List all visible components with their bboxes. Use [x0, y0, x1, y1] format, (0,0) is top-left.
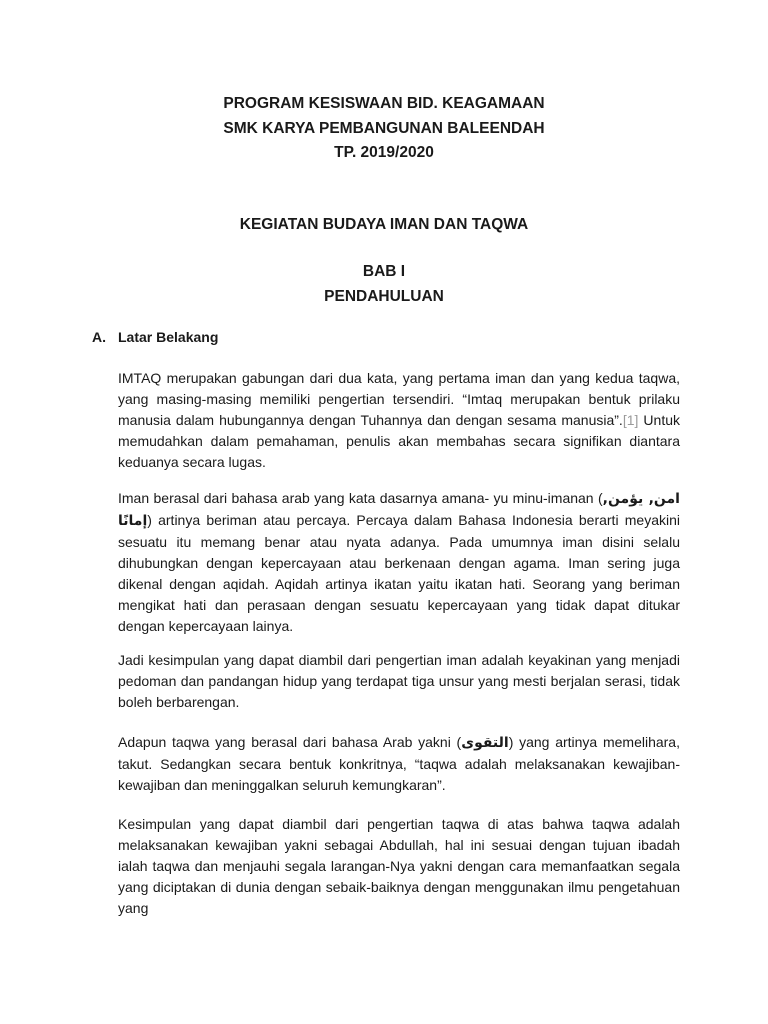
section-title: Latar Belakang [118, 329, 219, 345]
paragraph-imtaq-tail: Untuk memudahkan dalam pemahaman, penulis akan membahas secara signifikan diantara keduanya secara lugas. [118, 412, 680, 470]
paragraph-imtaq-text: IMTAQ merupakan gabungan dari dua kata, yang pertama iman dan yang kedua taqwa, yang masing-masing memiliki pengertian tersendiri. “Imtaq merupakan bentuk prilaku manusia dalam hubungannya dengan Tuhannya dan dengan sesama manusia”. [118, 370, 680, 428]
section-letter: A. [92, 329, 106, 345]
header-line-2: SMK KARYA PEMBANGUNAN BALEENDAH [223, 120, 545, 137]
footnote-link[interactable]: [1] [622, 412, 639, 428]
paragraph-taqwa [118, 732, 680, 796]
chapter-number: BAB I [362, 263, 406, 280]
paragraph-taqwa-rest: ) yang artinya memelihara, takut. Sedangkan secara bentuk konkritnya, “taqwa adalah melaksanakan kewajiban-kewajiban dan meninggalkan seluruh kemungkaran”. [118, 734, 680, 793]
paragraph-iman [118, 488, 680, 637]
paragraph-taqwa-start: Adapun taqwa yang berasal dari bahasa Arab yakni ( [118, 734, 462, 750]
header-line-1: PROGRAM KESISWAAN BID. KEAGAMAAN [223, 95, 545, 112]
chapter-title: PENDAHULUAN [324, 288, 444, 305]
paragraph-kesimpulan-iman: Jadi kesimpulan yang dapat diambil dari pengertian iman adalah keyakinan yang menjadi pedoman dan pandangan hidup yang terdapat tiga unsur yang mesti berjalan serasi, tidak boleh berbarengan. [118, 652, 680, 710]
header-line-3: TP. 2019/2020 [334, 144, 434, 161]
arabic-iman: امن, يؤمن, إمانًا [118, 491, 680, 529]
paragraph-iman-rest: ) artinya beriman atau percaya. Percaya dalam Bahasa Indonesia berarti meyakini sesuatu itu memang benar atau nyata adanya. Pada umumnya iman disini selalu dihubungkan dengan kepercayaan atau berkenaan dengan agama. Iman sering juga dikenal dengan aqidah. Aqidah artinya ikatan yaitu ikatan hati. Seorang yang beriman mengikat hati dan perasaan dengan sesuatu kepercayaan yang tidak dapat ditukar dengan kepercayaan lainya. [118, 512, 680, 634]
paragraph-iman-start: Iman berasal dari bahasa arab yang kata dasarnya amana- yu minu-imanan ( [118, 490, 603, 506]
arabic-taqwa: التقوى [461, 735, 509, 751]
paragraph-imtaq [118, 368, 680, 473]
paragraph-kesimpulan-taqwa: Kesimpulan yang dapat diambil dari pengertian taqwa di atas bahwa taqwa adalah melaksanakan kewajiban yakni sebagai Abdullah, hal ini sesuai dengan tujuan ibadah ialah taqwa dan menjauhi segala larangan-Nya yakni dengan cara memanfaatkan segala yang diciptakan di dunia dengan sebaik-baiknya dengan menggunakan ilmu pengetahuan yang [118, 816, 680, 916]
section-heading-a [92, 329, 218, 345]
activity-title: KEGIATAN BUDAYA IMAN DAN TAQWA [239, 216, 529, 233]
